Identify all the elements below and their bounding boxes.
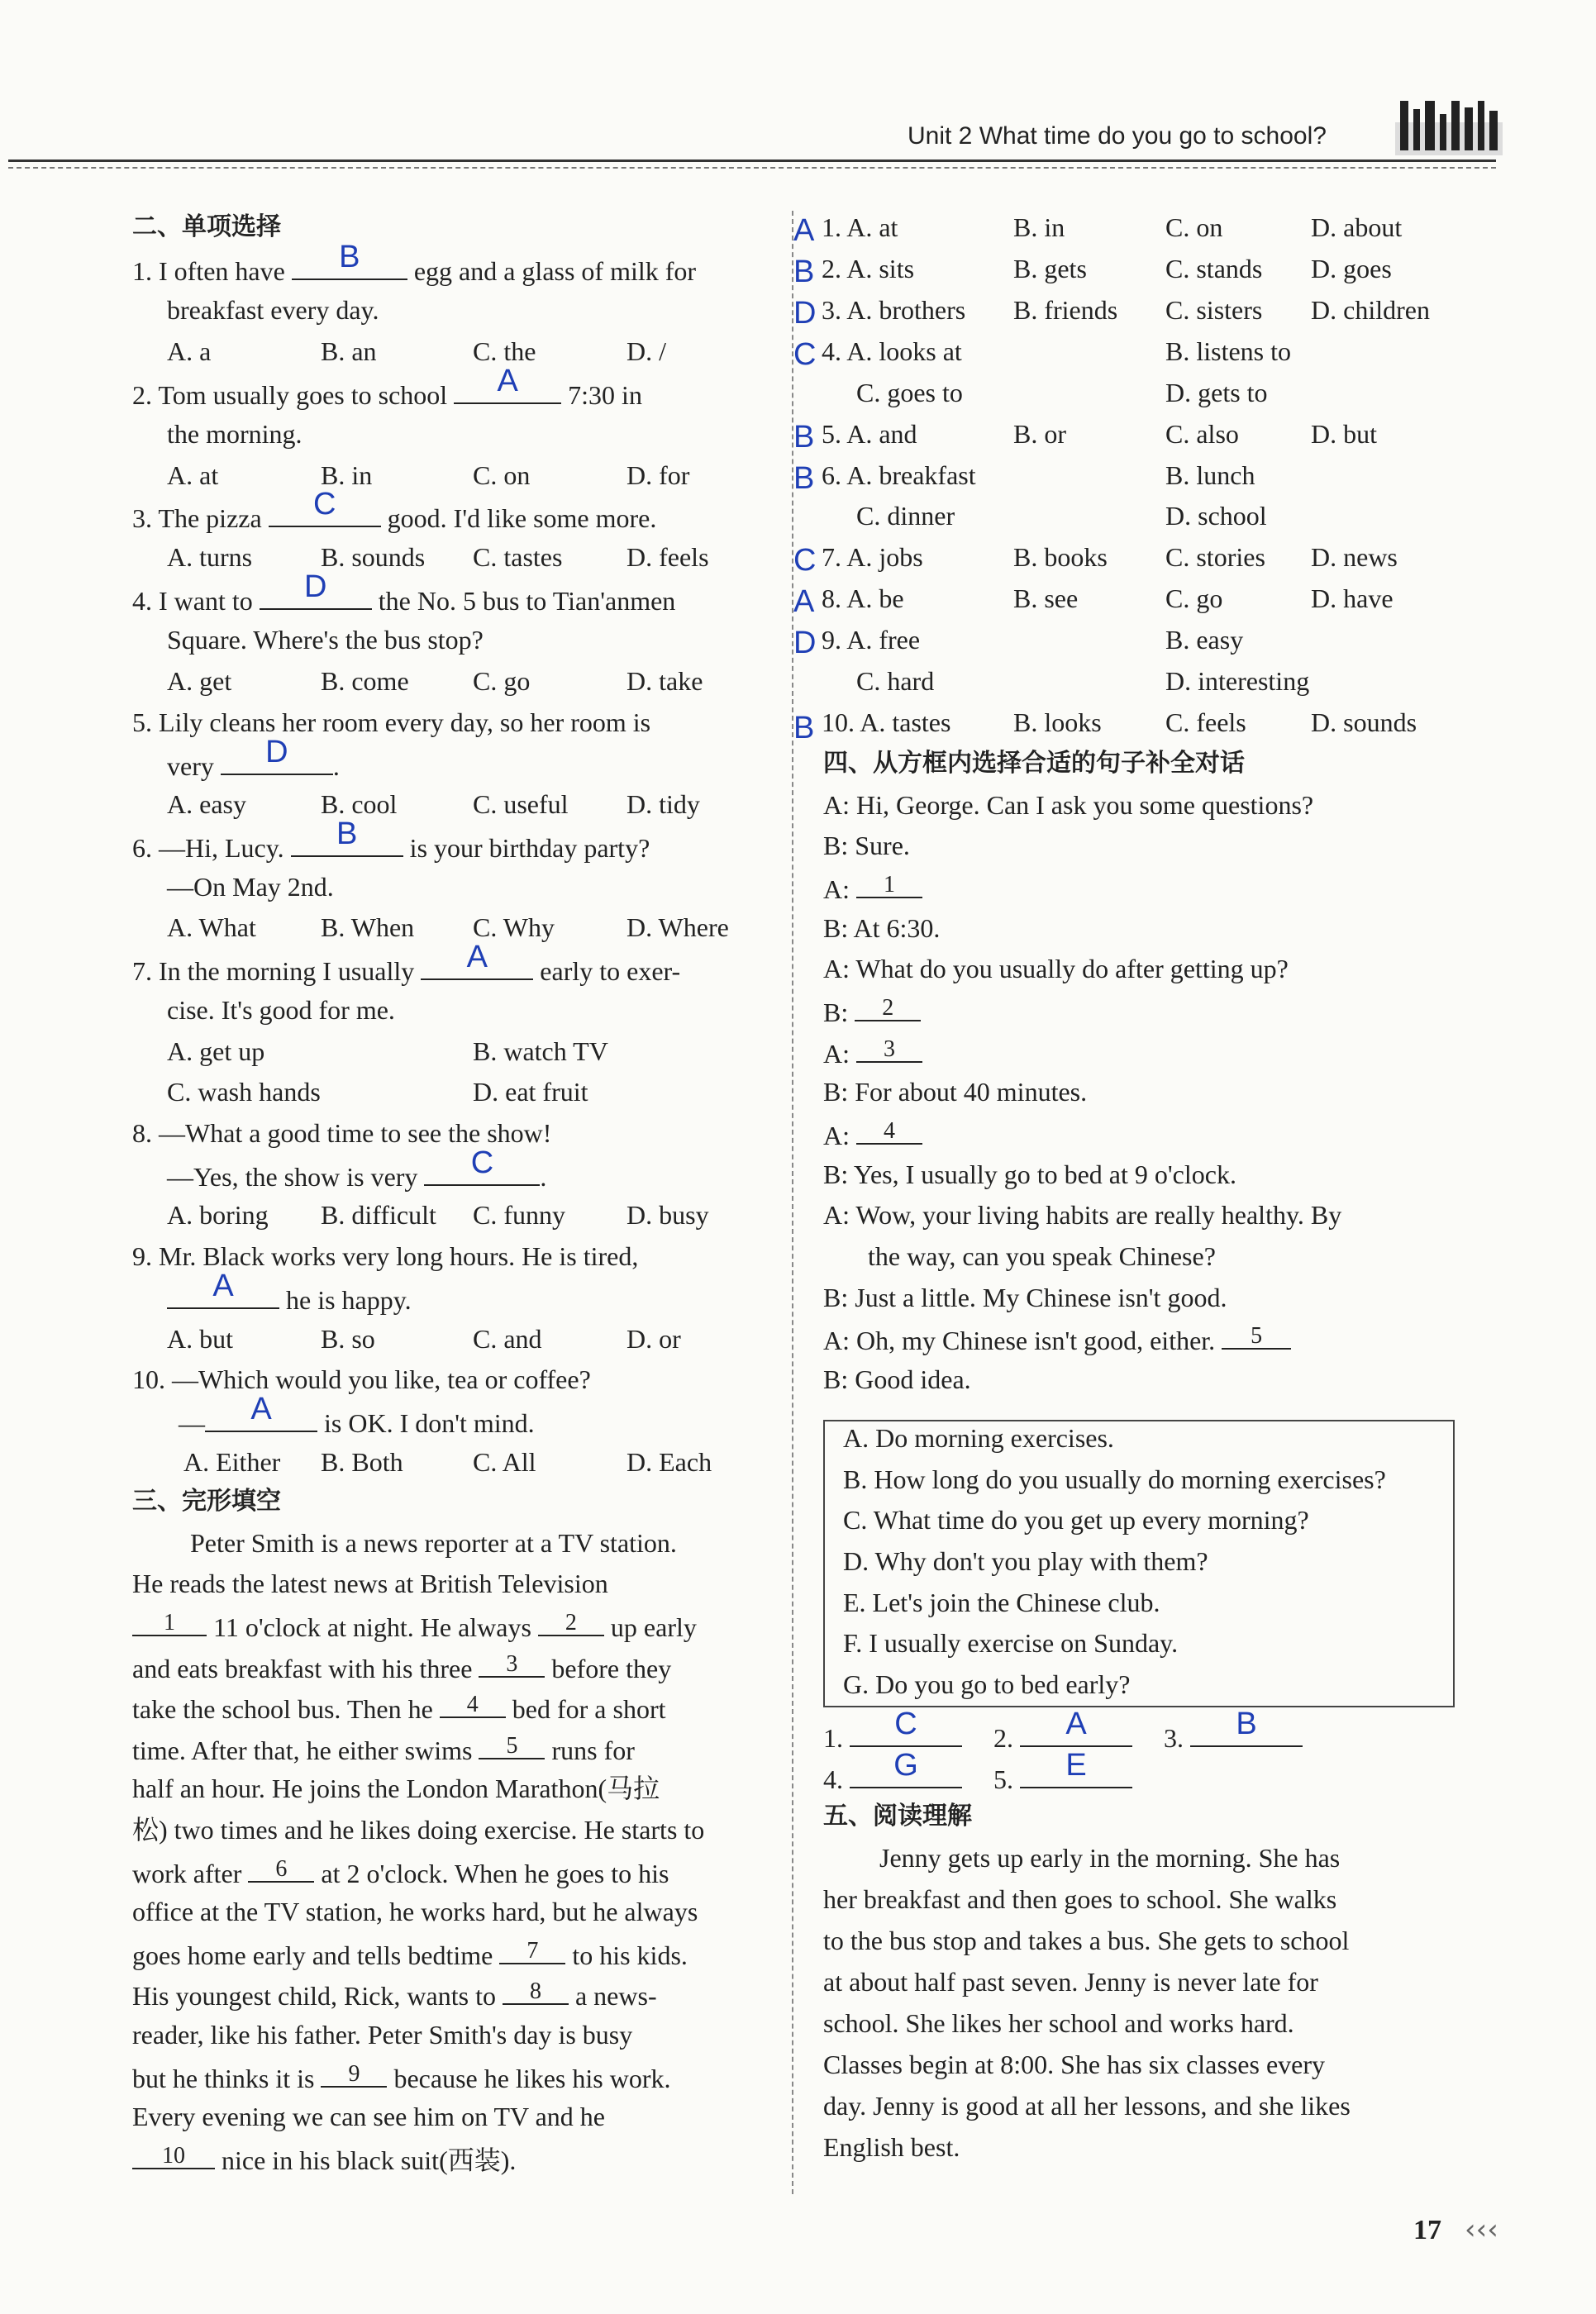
box-option: C. What time do you get up every morning? xyxy=(843,1505,1309,1535)
option: 6. A. breakfast xyxy=(822,460,976,490)
dialogue-line: A: Hi, George. Can I ask you some questions? xyxy=(823,790,1314,820)
page-header xyxy=(0,0,1596,174)
option: C. go xyxy=(473,666,531,696)
answer-row: 1. C 2. A 3. B xyxy=(823,1719,1303,1755)
option: C. hard xyxy=(856,666,935,696)
passage-line: His youngest child, Rick, wants to 8 a news- xyxy=(132,1978,657,2011)
section-title: 三、完形填空 xyxy=(132,1487,281,1516)
passage-line: 10 nice in his black suit(西装). xyxy=(132,2141,516,2177)
passage-line: Classes begin at 8:00. She has six classes every xyxy=(823,2050,1325,2079)
option: A. What xyxy=(167,912,256,942)
option: C. dinner xyxy=(856,501,955,531)
dialogue-blank: 2 xyxy=(855,993,921,1021)
question-7: 7. In the morning I usually A early to exer- xyxy=(132,940,681,986)
option: C. also xyxy=(1165,419,1239,449)
option: C. stories xyxy=(1165,542,1265,572)
option: B. easy xyxy=(1165,625,1244,655)
passage-line: half an hour. He joins the London Marathon(马拉 xyxy=(132,1774,660,1803)
dialogue-blank: 3 xyxy=(856,1035,922,1063)
cloze-blank: 4 xyxy=(440,1690,506,1718)
option: D. news xyxy=(1311,542,1398,572)
question-text: cise. It's good for me. xyxy=(167,995,395,1025)
passage-line: time. After that, he either swims 5 runs for xyxy=(132,1733,635,1765)
option: 10. A. tastes xyxy=(822,707,951,737)
option: C. sisters xyxy=(1165,295,1263,325)
option: A. boring xyxy=(167,1200,269,1230)
passage-line: Every evening we can see him on TV and he xyxy=(132,2102,605,2131)
answer-blank: A xyxy=(167,1281,279,1309)
option: D. goes xyxy=(1311,254,1392,283)
option: C. useful xyxy=(473,789,569,819)
option: C. wash hands xyxy=(167,1077,321,1107)
question-6: 6. —Hi, Lucy. B is your birthday party? xyxy=(132,817,650,863)
handwritten-answer: A xyxy=(793,213,815,248)
option: C. tastes xyxy=(473,542,563,572)
option: D. have xyxy=(1311,583,1394,613)
option: D. children xyxy=(1311,295,1430,325)
header-rule xyxy=(8,160,1496,162)
cloze-blank: 10 xyxy=(132,2141,215,2169)
passage-line: take the school bus. Then he 4 bed for a short xyxy=(132,1692,666,1724)
dialogue-line: A: 3 xyxy=(823,1035,922,1070)
option: B. listens to xyxy=(1165,336,1292,366)
section-title: 四、从方框内选择合适的句子补全对话 xyxy=(823,749,1245,778)
option: B. see xyxy=(1013,583,1079,613)
option: D. tidy xyxy=(626,789,700,819)
option: 2. A. sits xyxy=(822,254,915,283)
handwritten-answer: B xyxy=(793,255,815,289)
answer-blank: C xyxy=(269,499,381,527)
passage-line: her breakfast and then goes to school. She walks xyxy=(823,1884,1337,1914)
passage-line: He reads the latest news at British Television xyxy=(132,1569,608,1598)
dialogue-blank: 4 xyxy=(856,1117,922,1145)
box-option: E. Let's join the Chinese club. xyxy=(843,1588,1160,1617)
cloze-blank: 8 xyxy=(503,1977,569,2005)
question-text: A he is happy. xyxy=(167,1281,412,1317)
question-1: 1. I often have B egg and a glass of milk for xyxy=(132,240,697,286)
option: A. get up xyxy=(167,1036,265,1066)
passage-line: to the bus stop and takes a bus. She gets to school xyxy=(823,1926,1350,1955)
option: C. stands xyxy=(1165,254,1263,283)
option: C. All xyxy=(473,1447,536,1477)
option: D. Each xyxy=(626,1447,712,1477)
option: C. goes to xyxy=(856,378,963,407)
box-option: A. Do morning exercises. xyxy=(843,1423,1114,1453)
question-text: —On May 2nd. xyxy=(167,872,334,902)
dialogue-blank: 1 xyxy=(856,870,922,898)
handwritten-answer: C xyxy=(793,337,817,372)
option: 3. A. brothers xyxy=(822,295,966,325)
option: B. gets xyxy=(1013,254,1087,283)
dialogue-line: B: Sure. xyxy=(823,831,910,860)
option: B. an xyxy=(321,336,377,366)
dialogue-line: A: Oh, my Chinese isn't good, either. 5 xyxy=(823,1321,1291,1357)
option: C. feels xyxy=(1165,707,1246,737)
option: B. watch TV xyxy=(473,1036,608,1066)
option: D. interesting xyxy=(1165,666,1310,696)
question-4: 4. I want to D the No. 5 bus to Tian'anmen xyxy=(132,569,676,616)
option: D. Where xyxy=(626,912,729,942)
handwritten-answer: C xyxy=(793,543,817,578)
option: A. get xyxy=(167,666,232,696)
option: B. or xyxy=(1013,419,1066,449)
handwritten-answer: B xyxy=(793,420,815,455)
option: A. Either xyxy=(183,1447,281,1477)
question-2: 2. Tom usually goes to school A 7:30 in xyxy=(132,364,642,410)
option: B. in xyxy=(1013,212,1065,242)
question-text: the morning. xyxy=(167,419,303,449)
option: B. friends xyxy=(1013,295,1118,325)
handwritten-answer: B xyxy=(793,461,815,496)
dialogue-blank: 5 xyxy=(1222,1321,1291,1350)
question-text: very D . xyxy=(167,735,340,781)
question-text: — A is OK. I don't mind. xyxy=(179,1392,535,1438)
box-option: F. I usually exercise on Sunday. xyxy=(843,1628,1179,1658)
cloze-blank: 3 xyxy=(479,1650,545,1678)
answer-row: 4. G 5. E xyxy=(823,1760,1132,1796)
option: A. a xyxy=(167,336,212,366)
cloze-blank: 9 xyxy=(321,2059,387,2088)
option: C. and xyxy=(473,1324,542,1354)
option: D. school xyxy=(1165,501,1267,531)
answer-blank: C xyxy=(850,1719,962,1747)
passage-line: Peter Smith is a news reporter at a TV station. xyxy=(190,1528,677,1558)
option: D. / xyxy=(626,336,666,366)
option: C. Why xyxy=(473,912,555,942)
passage-line: Jenny gets up early in the morning. She has xyxy=(879,1843,1341,1873)
option: D. about xyxy=(1311,212,1403,242)
question-3: 3. The pizza C good. I'd like some more. xyxy=(132,487,657,533)
question-text: breakfast every day. xyxy=(167,295,379,325)
answer-blank: A xyxy=(1020,1719,1132,1747)
answer-blank: E xyxy=(1020,1760,1132,1788)
answer-blank: A xyxy=(454,376,561,404)
answer-blank: B xyxy=(291,829,403,857)
option: B. Both xyxy=(321,1447,403,1477)
passage-line: work after 6 at 2 o'clock. When he goes to his xyxy=(132,1856,669,1888)
passage-line: day. Jenny is good at all her lessons, and she likes xyxy=(823,2091,1351,2121)
option: 1. A. at xyxy=(822,212,898,242)
option: B. looks xyxy=(1013,707,1102,737)
question-10: 10. —Which would you like, tea or coffee? xyxy=(132,1364,591,1394)
option: B. cool xyxy=(321,789,398,819)
option: 5. A. and xyxy=(822,419,917,449)
option: B. books xyxy=(1013,542,1108,572)
option: A. easy xyxy=(167,789,246,819)
passage-line: but he thinks it is 9 because he likes his work. xyxy=(132,2061,671,2093)
handwritten-answer: A xyxy=(793,584,815,619)
option: B. sounds xyxy=(321,542,426,572)
header-dashed-rule xyxy=(8,167,1496,169)
dialogue-line: B: Just a little. My Chinese isn't good. xyxy=(823,1283,1227,1312)
unit-title: Unit 2 What time do you go to school? xyxy=(908,122,1327,150)
option: D. sounds xyxy=(1311,707,1417,737)
passage-line: and eats breakfast with his three 3 before they xyxy=(132,1651,672,1683)
dialogue-line: B: At 6:30. xyxy=(823,913,941,943)
section-title: 二、单项选择 xyxy=(132,212,281,241)
passage-line: at about half past seven. Jenny is never late for xyxy=(823,1967,1318,1997)
passage-line: reader, like his father. Peter Smith's day is busy xyxy=(132,2020,633,2050)
question-text: Square. Where's the bus stop? xyxy=(167,625,484,655)
dialogue-line: the way, can you speak Chinese? xyxy=(868,1241,1216,1271)
option: 7. A. jobs xyxy=(822,542,923,572)
option: D. for xyxy=(626,460,690,490)
option: B. so xyxy=(321,1324,375,1354)
option: 8. A. be xyxy=(822,583,904,613)
handwritten-answer: D xyxy=(793,296,817,331)
passage-line: English best. xyxy=(823,2132,960,2162)
option: 4. A. looks at xyxy=(822,336,962,366)
dialogue-line: B: Good idea. xyxy=(823,1364,971,1394)
passage-line: office at the TV station, he works hard, but he always xyxy=(132,1897,698,1926)
cloze-blank: 5 xyxy=(479,1731,545,1759)
option: D. busy xyxy=(626,1200,709,1230)
dialogue-line: A: What do you usually do after getting up? xyxy=(823,954,1289,983)
option: A. but xyxy=(167,1324,233,1354)
passage-line: 1 11 o'clock at night. He always 2 up early xyxy=(132,1608,697,1644)
option: B. When xyxy=(321,912,415,942)
box-option: G. Do you go to bed early? xyxy=(843,1669,1131,1699)
cloze-blank: 2 xyxy=(538,1608,604,1636)
answer-blank: B xyxy=(292,252,407,280)
option: B. in xyxy=(321,460,373,490)
cloze-blank: 1 xyxy=(132,1608,207,1636)
answer-blank: C xyxy=(424,1158,540,1186)
option: C. go xyxy=(1165,583,1223,613)
cloze-blank: 7 xyxy=(499,1936,565,1964)
dialogue-line: B: 2 xyxy=(823,993,921,1029)
passage-line: 松) two times and he likes doing exercise. He starts to xyxy=(132,1815,705,1845)
option: A. at xyxy=(167,460,219,490)
option: D. eat fruit xyxy=(473,1077,588,1107)
header-bars-icon xyxy=(1395,98,1503,155)
dialogue-line: A: 1 xyxy=(823,870,922,906)
question-5: 5. Lily cleans her room every day, so her room is xyxy=(132,707,651,737)
question-9: 9. Mr. Black works very long hours. He is tired, xyxy=(132,1241,639,1271)
dialogue-line: A: Wow, your living habits are really healthy. By xyxy=(823,1200,1342,1230)
option: D. gets to xyxy=(1165,378,1268,407)
option: C. funny xyxy=(473,1200,565,1230)
option: C. on xyxy=(473,460,531,490)
option: D. but xyxy=(1311,419,1377,449)
option: D. feels xyxy=(626,542,709,572)
dialogue-line: B: For about 40 minutes. xyxy=(823,1077,1088,1107)
answer-blank: D xyxy=(260,582,372,610)
chevrons-left-icon: ‹‹‹ xyxy=(1465,2213,1498,2246)
column-divider xyxy=(792,211,793,2194)
option: C. on xyxy=(1165,212,1223,242)
passage-line: goes home early and tells bedtime 7 to his kids. xyxy=(132,1938,688,1970)
section-title: 五、阅读理解 xyxy=(823,1802,972,1831)
option: C. the xyxy=(473,336,536,366)
option: D. take xyxy=(626,666,703,696)
question-text: —Yes, the show is very C . xyxy=(167,1145,547,1192)
option: B. come xyxy=(321,666,409,696)
passage-line: school. She likes her school and works hard. xyxy=(823,2008,1294,2038)
option: A. turns xyxy=(167,542,253,572)
answer-blank: D xyxy=(221,747,333,775)
answer-blank: A xyxy=(205,1404,317,1432)
answer-blank: A xyxy=(421,952,533,980)
dialogue-line: A: 4 xyxy=(823,1117,922,1152)
cloze-blank: 6 xyxy=(248,1855,314,1883)
handwritten-answer: B xyxy=(793,711,815,745)
option: 9. A. free xyxy=(822,625,921,655)
answer-blank: B xyxy=(1190,1719,1303,1747)
handwritten-answer: D xyxy=(793,626,817,660)
dialogue-line: B: Yes, I usually go to bed at 9 o'clock. xyxy=(823,1159,1236,1189)
option: B. difficult xyxy=(321,1200,436,1230)
option: D. or xyxy=(626,1324,681,1354)
option: B. lunch xyxy=(1165,460,1255,490)
answer-blank: G xyxy=(850,1760,962,1788)
question-8: 8. —What a good time to see the show! xyxy=(132,1118,552,1148)
box-option: D. Why don't you play with them? xyxy=(843,1546,1208,1576)
page-number: 17 xyxy=(1413,2215,1441,2245)
box-option: B. How long do you usually do morning exercises? xyxy=(843,1464,1386,1494)
